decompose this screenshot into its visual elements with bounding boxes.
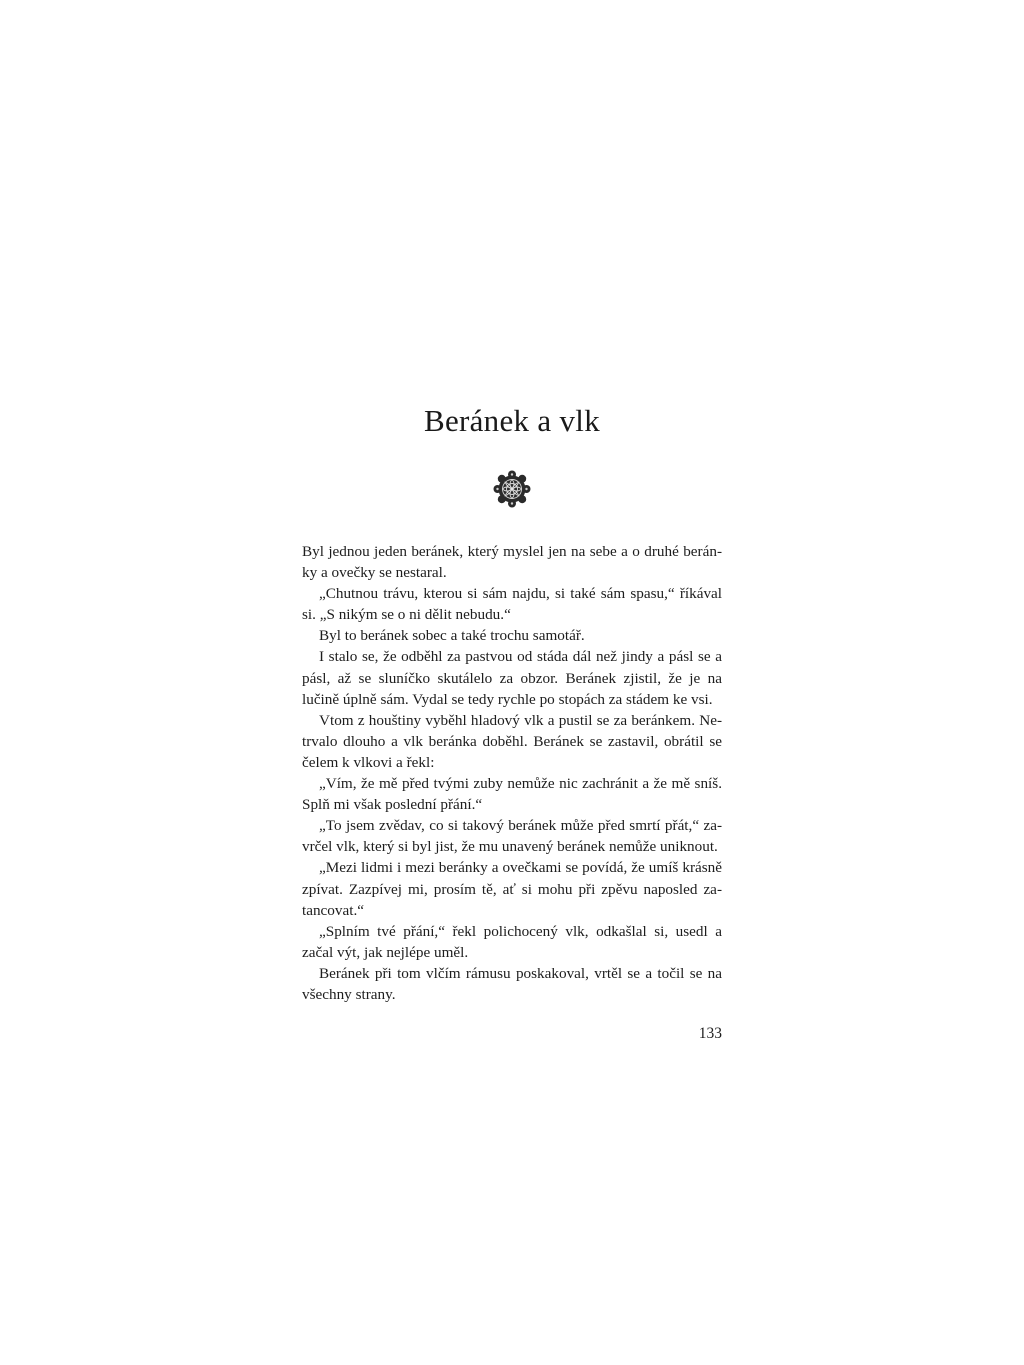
chapter-title: Beránek a vlk bbox=[423, 403, 601, 438]
rosette-ornament-icon bbox=[493, 470, 531, 508]
story-text bbox=[302, 541, 722, 1005]
paragraph: Beránek při tom vlčím rámusu poskakoval, vrtěl se a točil se na všechny strany. bbox=[302, 964, 722, 1003]
paragraph: „Vím, že mě před tvými zuby nemůže nic zachránit a že mě sníš. Splň mi však poslední přání.“ bbox=[302, 775, 722, 814]
paragraph: Byl to beránek sobec a také trochu samotář. bbox=[319, 627, 585, 645]
paragraph: Byl jednou jeden beránek, který myslel jen na sebe a o druhé beránky a ovečky se nestaral. bbox=[302, 543, 722, 582]
paragraph: „Chutnou trávu, kterou si sám najdu, si také sám spasu,“ říkával si. „S nikým se o ni dělit nebudu.“ bbox=[302, 585, 722, 624]
paragraph: I stalo se, že odběhl za pastvou od stáda dál než jindy a pásl se a pásl, až se sluníčko skutálelo za obzor. Beránek zjistil, že je na lučině úplně sám. Vydal se tedy rychle po stopách za stádem ke vsi. bbox=[302, 648, 722, 708]
paragraph: „To jsem zvědav, co si takový beránek může před smrtí přát,“ zavrčel vlk, který si byl jist, že mu unavený beránek nemůže uniknout. bbox=[302, 817, 722, 856]
page-number: 133 bbox=[698, 1025, 722, 1042]
paragraph: „Mezi lidmi i mezi beránky a ovečkami se povídá, že umíš krásně zpívat. Zazpívej mi, prosím tě, ať si mohu při zpěvu naposled zatancovat.“ bbox=[302, 859, 722, 919]
paragraph: Vtom z houštiny vyběhl hladový vlk a pustil se za beránkem. Netrvalo dlouho a vlk beránka doběhl. Beránek se zastavil, obrátil se čelem k vlkovi a řekl: bbox=[302, 711, 722, 771]
paragraph: „Splním tvé přání,“ řekl polichocený vlk, odkašlal si, usedl a začal výt, jak nejlépe uměl. bbox=[302, 922, 722, 961]
